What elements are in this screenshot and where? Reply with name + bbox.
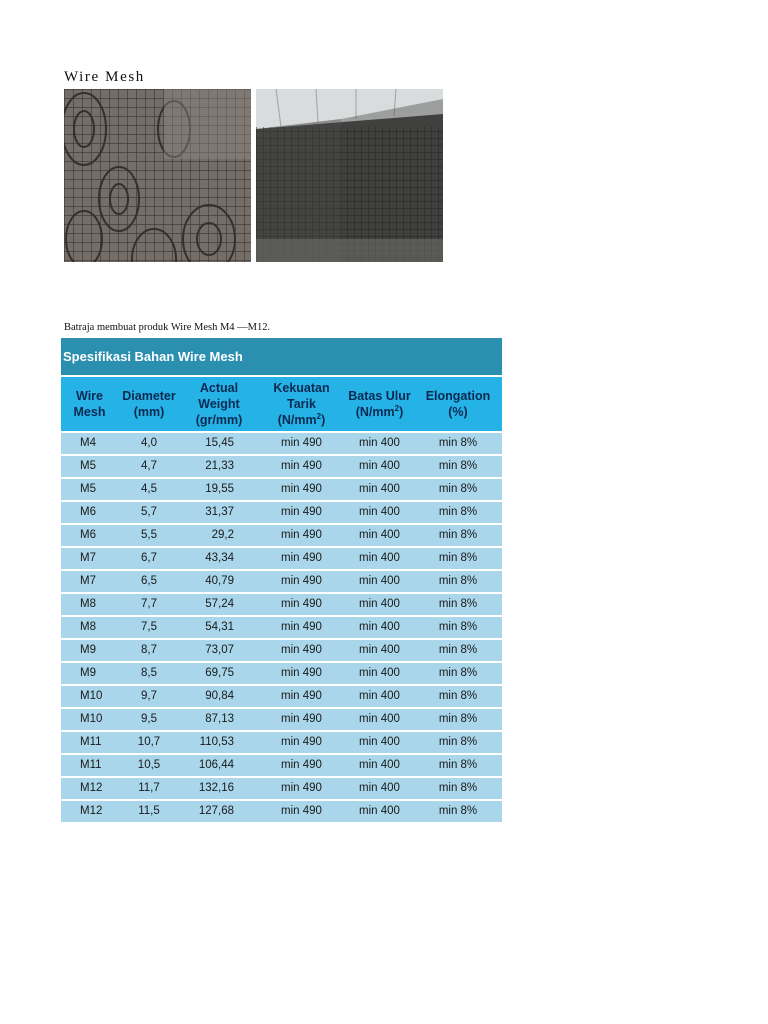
cell-yield-strength: min 400 [359, 644, 400, 656]
cell-tensile-strength: min 490 [281, 575, 322, 587]
cell-wire-mesh: M7 [80, 552, 96, 564]
cell-yield-strength: min 400 [359, 667, 400, 679]
cell-wire-mesh: M12 [80, 782, 103, 794]
cell-elongation: min 8% [438, 736, 478, 748]
cell-diameter: 8,7 [141, 644, 157, 656]
cell-yield-strength: min 400 [359, 782, 400, 794]
cell-wire-mesh: M9 [80, 644, 96, 656]
cell-tensile-strength: min 490 [281, 782, 322, 794]
table-row [61, 479, 502, 502]
cell-yield-strength: min 400 [359, 621, 400, 633]
cell-diameter: 11,5 [138, 805, 160, 817]
cell-elongation: min 8% [438, 460, 478, 472]
header-yield-strength: Batas Ulur $(N/mm^2)$ [348, 389, 411, 419]
cell-actual-weight: 90,84 [205, 690, 234, 702]
cell-wire-mesh: M6 [80, 506, 96, 518]
cell-wire-mesh: M9 [80, 667, 96, 679]
cell-yield-strength: min 400 [359, 598, 400, 610]
table-row [61, 594, 502, 617]
table-row [61, 525, 502, 548]
cell-actual-weight: 127,68 [198, 805, 234, 817]
cell-wire-mesh: M5 [80, 483, 96, 495]
cell-tensile-strength: min 490 [281, 621, 322, 633]
cell-elongation: min 8% [438, 759, 478, 771]
cell-diameter: 5,7 [141, 506, 157, 518]
cell-wire-mesh: M5 [80, 460, 96, 472]
cell-actual-weight: 43,34 [205, 552, 234, 564]
cell-elongation: min 8% [438, 575, 478, 587]
cell-actual-weight: 132,16 [198, 782, 234, 794]
cell-actual-weight: 69,75 [205, 667, 234, 679]
cell-tensile-strength: min 490 [281, 690, 322, 702]
cell-diameter: 10,5 [137, 759, 161, 771]
cell-diameter: 6,7 [141, 552, 157, 564]
cell-wire-mesh: M4 [80, 437, 96, 449]
cell-diameter: 7,5 [141, 621, 157, 633]
spec-table [61, 338, 502, 824]
cell-diameter: 4,5 [141, 483, 157, 495]
cell-tensile-strength: min 490 [281, 483, 322, 495]
cell-tensile-strength: min 490 [281, 460, 322, 472]
cell-diameter: 4,0 [141, 437, 157, 449]
table-row [61, 778, 502, 801]
header-tensile-strength: Kekuatan Tarik $(N/mm^2)$ [273, 381, 330, 427]
cell-wire-mesh: M11 [80, 736, 102, 748]
cell-actual-weight: 29,2 [211, 529, 234, 541]
wire-mesh-stack-image [256, 89, 443, 262]
cell-yield-strength: min 400 [359, 805, 400, 817]
cell-yield-strength: min 400 [359, 460, 400, 472]
cell-diameter: 11,7 [138, 782, 160, 794]
cell-yield-strength: min 400 [359, 483, 400, 495]
cell-yield-strength: min 400 [359, 552, 400, 564]
table-row [61, 456, 502, 479]
cell-diameter: 9,7 [141, 690, 157, 702]
cell-tensile-strength: min 490 [281, 759, 322, 771]
cell-tensile-strength: min 490 [281, 736, 322, 748]
cell-tensile-strength: min 490 [281, 667, 322, 679]
cell-elongation: min 8% [438, 667, 478, 679]
cell-elongation: min 8% [438, 644, 478, 656]
cell-actual-weight: 21,33 [205, 460, 234, 472]
cell-actual-weight: 40,79 [205, 575, 234, 587]
table-row [61, 548, 502, 571]
table-row [61, 502, 502, 525]
table-row [61, 571, 502, 594]
header-actual-weight: Actual Weight (gr/mm) [195, 381, 243, 427]
cell-diameter: 10,7 [137, 736, 161, 748]
cell-diameter: 5,5 [141, 529, 157, 541]
cell-diameter: 9,5 [141, 713, 157, 725]
cell-tensile-strength: min 490 [281, 598, 322, 610]
cell-actual-weight: 57,24 [205, 598, 234, 610]
cell-tensile-strength: min 490 [281, 529, 322, 541]
cell-actual-weight: 19,55 [205, 483, 234, 495]
cell-yield-strength: min 400 [359, 736, 400, 748]
cell-yield-strength: min 400 [359, 506, 400, 518]
header-wire-mesh: Wire Mesh [73, 389, 106, 419]
table-row [61, 755, 502, 778]
cell-tensile-strength: min 490 [281, 805, 322, 817]
cell-wire-mesh: M6 [80, 529, 96, 541]
wire-mesh-rolls-image [64, 89, 251, 262]
cell-wire-mesh: M8 [80, 598, 96, 610]
cell-elongation: min 8% [438, 552, 478, 564]
cell-actual-weight: 110,53 [199, 736, 234, 748]
cell-wire-mesh: M10 [80, 690, 103, 702]
cell-wire-mesh: M8 [80, 621, 96, 633]
cell-elongation: min 8% [438, 621, 478, 633]
table-row [61, 617, 502, 640]
cell-actual-weight: 31,37 [205, 506, 234, 518]
cell-elongation: min 8% [438, 506, 478, 518]
table-body [61, 433, 502, 824]
table-title: Spesifikasi Bahan Wire Mesh [61, 338, 502, 377]
table-row [61, 433, 502, 456]
header-diameter: Diameter (mm) [122, 389, 176, 419]
cell-elongation: min 8% [438, 782, 478, 794]
cell-actual-weight: 54,31 [205, 621, 234, 633]
page-title: Wire Mesh [64, 69, 145, 85]
cell-elongation: min 8% [438, 713, 478, 725]
header-elongation: Elongation (%) [425, 389, 491, 419]
table-row [61, 709, 502, 732]
cell-diameter: 6,5 [141, 575, 157, 587]
cell-diameter: 7,7 [141, 598, 157, 610]
cell-yield-strength: min 400 [359, 713, 400, 725]
cell-actual-weight: 73,07 [205, 644, 234, 656]
cell-wire-mesh: M7 [80, 575, 96, 587]
cell-wire-mesh: M12 [80, 805, 103, 817]
table-header-row [61, 377, 502, 433]
cell-elongation: min 8% [438, 690, 478, 702]
cell-tensile-strength: min 490 [281, 437, 322, 449]
cell-yield-strength: min 400 [359, 437, 400, 449]
intro-text: Batraja membuat produk Wire Mesh M4 —M12. [64, 322, 271, 333]
cell-actual-weight: 87,13 [205, 713, 234, 725]
cell-elongation: min 8% [438, 437, 478, 449]
cell-tensile-strength: min 490 [281, 552, 322, 564]
table-row [61, 732, 502, 755]
cell-yield-strength: min 400 [359, 529, 400, 541]
cell-yield-strength: min 400 [359, 759, 400, 771]
cell-diameter: 4,7 [141, 460, 157, 472]
cell-diameter: 8,5 [141, 667, 157, 679]
table-row [61, 663, 502, 686]
cell-elongation: min 8% [438, 529, 478, 541]
cell-tensile-strength: min 490 [281, 713, 322, 725]
cell-elongation: min 8% [438, 805, 478, 817]
cell-tensile-strength: min 490 [281, 506, 322, 518]
table-row [61, 801, 502, 824]
cell-wire-mesh: M10 [80, 713, 103, 725]
cell-yield-strength: min 400 [359, 575, 400, 587]
cell-elongation: min 8% [438, 598, 478, 610]
table-row [61, 640, 502, 663]
table-row [61, 686, 502, 709]
cell-actual-weight: 106,44 [198, 759, 234, 771]
cell-wire-mesh: M11 [80, 759, 102, 771]
cell-elongation: min 8% [438, 483, 478, 495]
cell-actual-weight: 15,45 [205, 437, 234, 449]
cell-yield-strength: min 400 [359, 690, 400, 702]
cell-tensile-strength: min 490 [281, 644, 322, 656]
